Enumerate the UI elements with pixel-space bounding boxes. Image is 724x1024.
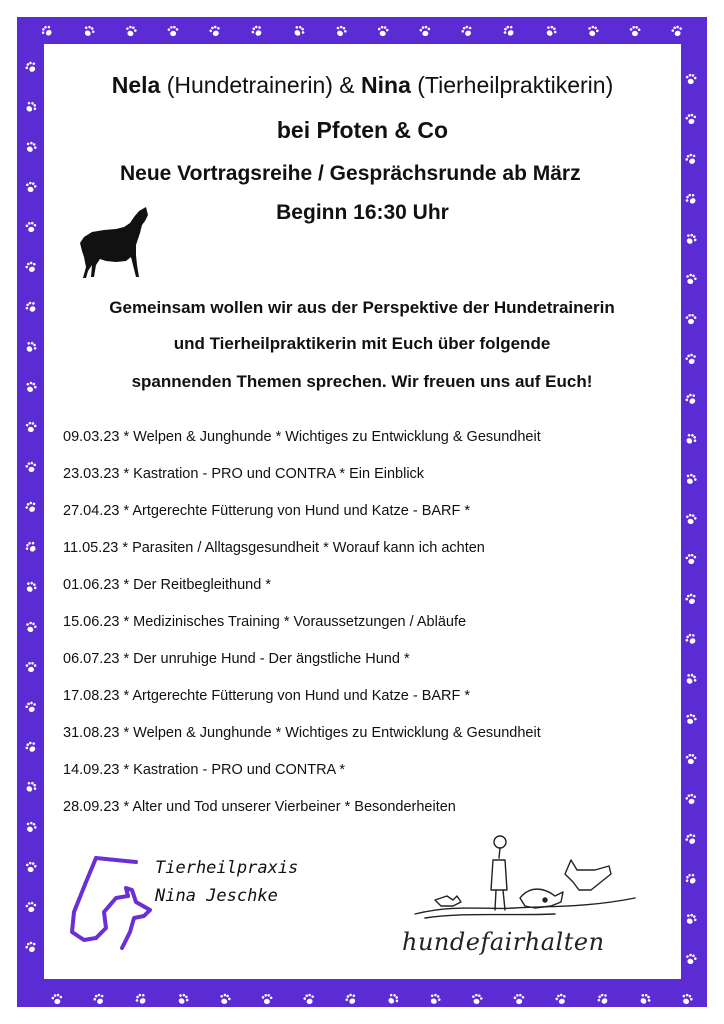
paw-print-icon	[417, 23, 433, 39]
paw-print-icon	[684, 312, 698, 326]
name-nina: Nina	[361, 72, 411, 98]
praxis-name: Tierheilpraxis	[155, 858, 299, 878]
role-hundetrainerin: (Hundetrainerin) &	[166, 72, 355, 98]
event-item: 01.06.23 * Der Reitbegleithund *	[63, 577, 271, 593]
role-tierheilpraktikerin: (Tierheilpraktikerin)	[417, 72, 614, 98]
event-item: 11.05.23 * Parasiten / Alltagsgesundheit * Worauf kann ich achten	[63, 540, 485, 556]
event-list	[63, 427, 683, 834]
event-item: 14.09.23 * Kastration - PRO und CONTRA *	[63, 762, 346, 778]
paw-print-icon	[23, 899, 39, 915]
event-item: 15.06.23 * Medizinisches Training * Voraussetzungen / Abläufe	[63, 614, 467, 630]
subtitle-pfoten: bei Pfoten & Co	[276, 117, 449, 143]
event-item: 31.08.23 * Welpen & Junghunde * Wichtiges zu Entwicklung & Gesundheit	[63, 725, 541, 741]
howling-wolf-icon	[76, 205, 156, 283]
paw-print-icon	[23, 859, 39, 875]
paw-print-icon	[628, 24, 642, 38]
paw-print-icon	[23, 419, 38, 434]
intro-line-2: und Tierheilpraktikerin mit Euch über folgende	[173, 334, 551, 353]
paw-print-icon	[24, 660, 38, 674]
paw-print-icon	[375, 23, 391, 39]
event-item: 09.03.23 * Welpen & Junghunde * Wichtiges zu Entwicklung & Gesundheit	[63, 429, 541, 445]
paw-print-icon	[512, 992, 527, 1007]
paw-print-icon	[683, 111, 699, 127]
paw-print-icon	[23, 459, 39, 475]
paw-print-icon	[469, 991, 486, 1008]
series-title: Neue Vortragsreihe / Gesprächsrunde ab März	[120, 162, 581, 185]
paw-print-icon	[683, 551, 698, 566]
event-item: 27.04.23 * Artgerechte Fütterung von Hund und Katze - BARF *	[63, 503, 471, 519]
event-item: 06.07.23 * Der unruhige Hund - Der ängstliche Hund *	[63, 651, 410, 667]
event-item: 28.09.23 * Alter und Tod unserer Vierbeiner * Besonderheiten	[63, 799, 456, 815]
event-item: 17.08.23 * Artgerechte Fütterung von Hund und Katze - BARF *	[63, 688, 471, 704]
paw-print-icon	[683, 511, 699, 527]
event-item: 23.03.23 * Kastration - PRO und CONTRA * Ein Einblick	[63, 466, 425, 482]
paw-print-icon	[166, 24, 181, 39]
praxis-owner: Nina Jeschke	[155, 886, 278, 906]
horse-dog-outline-icon	[66, 852, 156, 952]
start-time: Beginn 16:30 Uhr	[276, 201, 449, 224]
hundefairhalten-logo: hundefairhalten	[402, 928, 605, 956]
paw-print-icon	[23, 219, 38, 234]
intro-line-1: Gemeinsam wollen wir aus der Perspektive der Hundetrainerin	[109, 298, 615, 317]
paw-print-icon	[49, 991, 65, 1007]
paw-print-icon	[684, 752, 699, 767]
paw-print-icon	[23, 179, 39, 195]
name-nela: Nela	[111, 72, 161, 98]
paw-print-icon	[260, 992, 274, 1006]
paw-print-icon	[683, 71, 698, 86]
intro-line-3: spannenden Themen sprechen. Wir freuen uns auf Euch!	[131, 372, 593, 391]
headline	[44, 72, 681, 99]
paw-print-icon	[683, 791, 700, 808]
woman-with-dogs-and-cat-icon	[395, 830, 645, 940]
